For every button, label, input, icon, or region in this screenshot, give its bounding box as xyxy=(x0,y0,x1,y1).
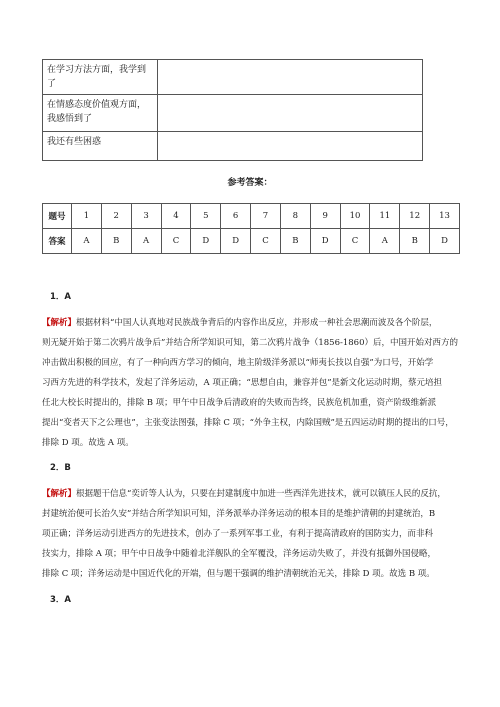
table-row xyxy=(43,204,460,229)
table-row xyxy=(43,95,423,132)
question-number: 1．A xyxy=(50,292,71,302)
question-number: 3．A xyxy=(50,595,71,605)
reflection-table xyxy=(42,59,423,161)
answer-value-cell: C xyxy=(340,229,370,254)
explanation-line: 【解析】根据题干信息“奕䜣等人认为，只要在封建制度中加进一些西洋先进技术，就可以镇压人民的反抗， xyxy=(42,489,446,499)
analysis-tag: 【解析】 xyxy=(42,318,77,328)
answer-value-cell: C xyxy=(161,229,191,254)
answer-value-cell: C xyxy=(251,229,281,254)
answer-number-cell: 13 xyxy=(430,204,460,229)
row-head-number: 题号 xyxy=(43,204,72,229)
explanation-line: 排除 C 项；洋务运动是中国近代化的开端，但与题干强调的维护清朝统治无关，排除 D 项。故选 B 项。 xyxy=(42,569,435,579)
reflection-answer-cell xyxy=(158,95,423,132)
answer-number-cell: 7 xyxy=(251,204,281,229)
explanation-line: 技实力，排除 A 项；甲午中日战争中随着北洋舰队的全军覆没，洋务运动失败了，并没有抵御外国侵略， xyxy=(42,549,437,559)
answer-number-cell: 12 xyxy=(400,204,430,229)
answer-value-cell: A xyxy=(72,229,102,254)
reflection-answer-cell xyxy=(158,60,423,95)
reflection-prompt: 我还有些困惑 xyxy=(43,132,158,161)
answer-value-cell: D xyxy=(430,229,460,254)
answer-value-cell: A xyxy=(370,229,400,254)
explanation-line: 习西方先进的科学技术，发起了洋务运动，A 项正确；“思想自由，兼容并包”是新文化运动时期，蔡元培担 xyxy=(42,378,443,388)
answer-value-cell: D xyxy=(310,229,340,254)
reflection-prompt: 在学习方法方面，我学到了 xyxy=(43,60,158,95)
explanation-1 xyxy=(42,313,462,453)
answer-number-cell: 3 xyxy=(131,204,161,229)
answer-value-cell: B xyxy=(280,229,310,254)
answer-table xyxy=(42,203,460,254)
table-row xyxy=(43,132,423,161)
explanation-line: 提出“变者天下之公理也”，主张变法图强，排除 C 项；“外争主权，内除国贼”是五四运动时期的提出的口号， xyxy=(42,418,454,428)
explanation-line: 【解析】根据材料“中国人认真地对民族战争背后的内容作出反应，并形成一种社会思潮而波及各个阶层， xyxy=(42,318,438,328)
answer-value-cell: B xyxy=(101,229,131,254)
answer-number-cell: 6 xyxy=(221,204,251,229)
explanation-line: 则无疑开始于第二次鸦片战争后”并结合所学知识可知，第二次鸦片战争（1856-1860）后，中国开始对西方的 xyxy=(42,338,458,348)
answer-number-cell: 4 xyxy=(161,204,191,229)
answer-number-cell: 11 xyxy=(370,204,400,229)
question-number: 2．B xyxy=(50,463,71,473)
answer-key-title: 参考答案： xyxy=(227,178,273,188)
answer-value-cell: D xyxy=(221,229,251,254)
answer-number-cell: 9 xyxy=(310,204,340,229)
reflection-prompt: 在情感态度价值观方面，我感悟到了 xyxy=(43,95,158,132)
answer-value-cell: B xyxy=(400,229,430,254)
answer-number-cell: 10 xyxy=(340,204,370,229)
answer-number-cell: 8 xyxy=(280,204,310,229)
answer-number-cell: 5 xyxy=(191,204,221,229)
row-head-answer: 答案 xyxy=(43,229,72,254)
answer-value-cell: D xyxy=(191,229,221,254)
answer-value-cell: A xyxy=(131,229,161,254)
table-row xyxy=(43,60,423,95)
table-row xyxy=(43,229,460,254)
answer-number-cell: 1 xyxy=(72,204,102,229)
explanation-line: 排除 D 项。故选 A 项。 xyxy=(42,438,134,448)
explanation-line: 封建统治便可长治久安”并结合所学知识可知，洋务派举办洋务运动的根本目的是维护清朝的封建统治，B xyxy=(42,509,436,519)
explanation-line: 项正确；洋务运动引进西方的先进技术，创办了一系列军事工业，有利于提高清政府的国防实力，而非科 xyxy=(42,529,434,539)
reflection-answer-cell xyxy=(158,132,423,161)
explanation-line: 冲击做出积极的回应，有了一种向西方学习的倾向，地主阶级洋务派以“师夷长技以自强”为口号，开始学 xyxy=(42,358,434,368)
analysis-tag: 【解析】 xyxy=(42,489,77,499)
answer-number-cell: 2 xyxy=(101,204,131,229)
explanation-line: 任北大校长时提出的，排除 B 项；甲午中日战争后清政府的失败而告终，民族危机加重，资产阶级维新派 xyxy=(42,398,437,408)
explanation-2 xyxy=(42,484,462,584)
